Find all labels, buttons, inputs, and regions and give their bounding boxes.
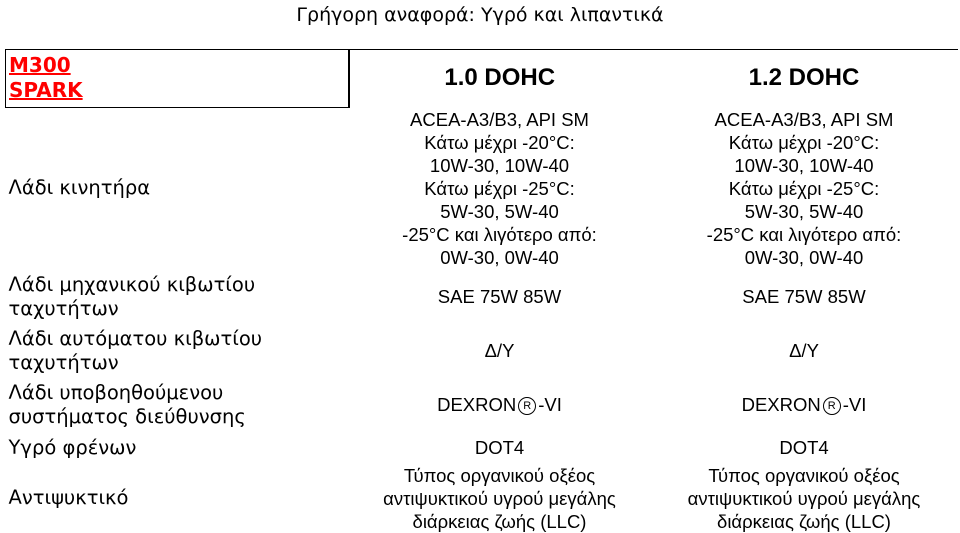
row-label-engine-oil: Λάδι κινητήρα — [8, 176, 151, 199]
spec-line: αντιψυκτικού υγρού μεγάλης — [383, 487, 616, 509]
spec-line: 10W-30, 10W-40 — [429, 154, 570, 176]
spec-line: 5W-30, 5W-40 — [440, 200, 559, 222]
table-header-row — [6, 50, 958, 107]
row-label-coolant: Αντιψυκτικό — [8, 486, 129, 509]
spec-line: ACEA-A3/B3, API SM — [410, 108, 589, 130]
spec-line: Κάτω μέχρι -25°C: — [424, 177, 575, 199]
label-line: Λάδι αυτόματου κιβωτίου — [8, 326, 263, 350]
table-row-brake-fluid — [6, 432, 958, 464]
label-line: Λάδι μηχανικού κιβωτίου — [8, 272, 256, 296]
model-variant: SPARK — [9, 78, 83, 103]
table-row-engine-oil — [6, 107, 958, 270]
table-row-auto-trans — [6, 324, 958, 378]
dexron-text: DEXRON — [741, 394, 821, 415]
registered-mark-icon: R — [518, 397, 536, 415]
table-row-power-steering — [6, 378, 958, 432]
engine-1-header: 1.0 DOHC — [349, 50, 651, 107]
row-label-brake-fluid: Υγρό φρένων — [8, 435, 137, 459]
auto-trans-value-2: Δ/Υ — [789, 340, 819, 361]
spec-line: 10W-30, 10W-40 — [734, 154, 874, 176]
power-steering-value-1 — [349, 378, 651, 432]
dexron-text: DEXRON — [437, 394, 517, 415]
spec-line: ACEA-A3/B3, API SM — [714, 108, 894, 130]
spec-line: Κάτω μέχρι -20°C: — [728, 131, 880, 153]
brake-fluid-value-1: DOT4 — [474, 437, 525, 458]
spec-line: Κάτω μέχρι -20°C: — [424, 131, 575, 153]
spec-line: Κάτω μέχρι -25°C: — [728, 177, 880, 199]
label-line: συστήματος διεύθυνσης — [8, 404, 246, 428]
model-name: M300 — [9, 53, 71, 78]
row-label-auto-trans — [6, 324, 349, 378]
spec-line: Τύπος οργανικού οξέος — [403, 464, 596, 486]
spec-line: Τύπος οργανικού οξέος — [708, 464, 900, 486]
engine-oil-spec-1 — [349, 107, 651, 270]
label-line: ταχυτήτων — [8, 350, 119, 374]
spec-line: 0W-30, 0W-40 — [744, 246, 864, 268]
coolant-value-1 — [349, 464, 651, 533]
spec-line: 0W-30, 0W-40 — [440, 246, 559, 268]
spec-line: διάρκειας ζωής (LLC) — [717, 510, 891, 532]
brake-fluid-value-2: DOT4 — [779, 437, 829, 458]
table-row-manual-trans — [6, 270, 958, 324]
registered-mark-icon: R — [823, 397, 841, 415]
row-label-power-steering — [6, 378, 349, 432]
page-title: Γρήγορη αναφορά: Υγρό και λιπαντικά — [296, 4, 664, 26]
fluids-table — [5, 49, 958, 533]
engine-oil-spec-2 — [651, 107, 958, 270]
label-line: Λάδι υποβοηθούμενου — [8, 380, 224, 404]
spec-line: διάρκειας ζωής (LLC) — [412, 510, 587, 532]
coolant-value-2 — [651, 464, 958, 533]
spec-line: 5W-30, 5W-40 — [744, 200, 864, 222]
model-cell — [6, 50, 349, 107]
dexron-suffix: -VI — [538, 394, 562, 415]
spec-line: -25°C και λιγότερο από: — [706, 223, 902, 245]
spec-line: αντιψυκτικού υγρού μεγάλης — [687, 487, 921, 509]
manual-trans-value-1: SAE 75W 85W — [437, 286, 562, 307]
dexron-suffix: -VI — [842, 394, 867, 415]
spec-line: -25°C και λιγότερο από: — [402, 223, 597, 245]
manual-trans-value-2: SAE 75W 85W — [742, 286, 866, 307]
engine-2-header: 1.2 DOHC — [651, 50, 958, 107]
label-line: ταχυτήτων — [8, 296, 119, 320]
power-steering-value-2 — [651, 378, 958, 432]
table-row-coolant — [6, 464, 958, 533]
auto-trans-value-1: Δ/Υ — [484, 340, 515, 361]
row-label-manual-trans — [6, 270, 349, 324]
